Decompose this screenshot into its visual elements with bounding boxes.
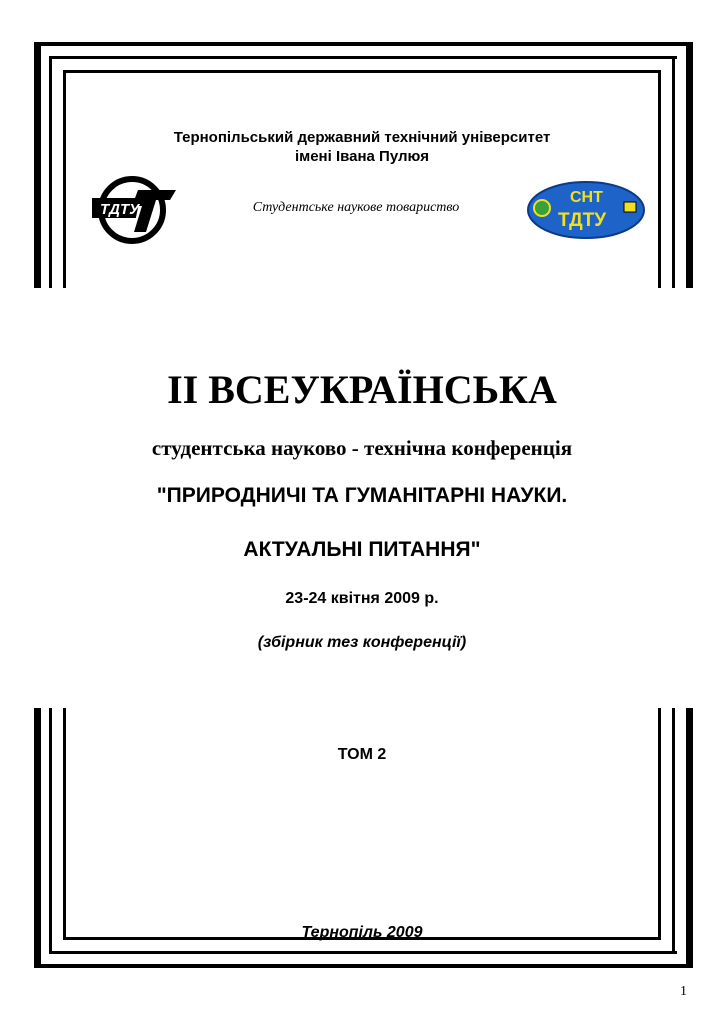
collection-note: (збірник тез конференції) (257, 634, 467, 651)
university-name (0, 128, 724, 166)
university-line-2: імені Івана Пулюя (294, 148, 430, 165)
society-name: Студентське наукове товариство (252, 200, 460, 215)
snt-tdtu-logo (526, 178, 648, 242)
city-year: Тернопіль 2009 (301, 924, 423, 941)
main-title: ІІ ВСЕУКРАЇНСЬКА (167, 367, 557, 412)
university-line-1: Тернопільський державний технічний університет (173, 129, 551, 146)
tdtu-logo-text: ТДТУ (100, 201, 140, 218)
conference-type: студентська науково - технічна конференція (151, 436, 573, 460)
page-number: 1 (680, 984, 687, 999)
conference-dates: 23-24 квітня 2009 р. (285, 590, 439, 607)
conference-name-line-2: АКТУАЛЬНІ ПИТАННЯ" (243, 538, 481, 561)
snt-logo-bottom-text: ТДТУ (558, 210, 607, 231)
snt-logo-top-text: СНТ (570, 189, 603, 206)
tdtu-logo (92, 170, 180, 250)
volume-label: ТОМ 2 (337, 746, 387, 763)
conference-name-line-1: "ПРИРОДНИЧІ ТА ГУМАНІТАРНІ НАУКИ. (156, 484, 568, 507)
